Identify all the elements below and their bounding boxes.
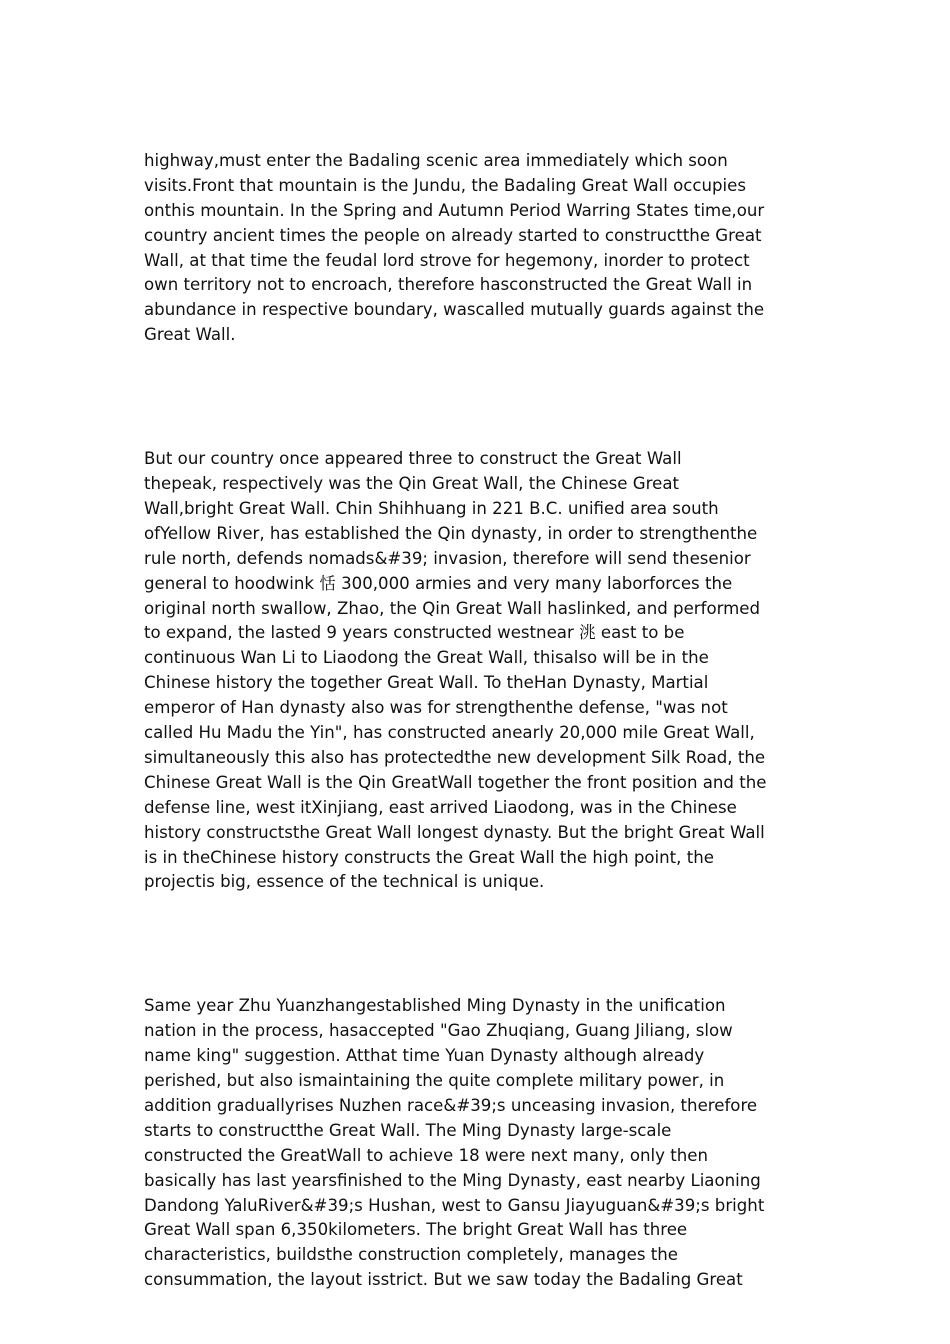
paragraph-2: But our country once appeared three to construct the Great Wall thepeak, respectively was the Qin Great Wall, the Chinese Great Wall,bright Great Wall. Chin Shihhuang in 221 B.C. unified area south ofYellow River, has established the Qin dynasty, in order to strengthenthe rule north, defends nomads&#39; invasion, therefore will send thesenior general to hoodwink 恬 300,000 armies and very many laborforces the original north swallow, Zhao, the Qin Great Wall haslinked, and performed to expand, the lasted 9 years constructed westnear 洮 east to be continuous Wan Li to Liaodong the Great Wall, thisalso will be in the Chinese history the together Great Wall. To theHan Dynasty, Martial emperor of Han dynasty also was for strengthenthe defense, "was not called Hu Madu the Yin", has constructed anearly 20,000 mile Great Wall, simultaneously this also has protectedthe new development Silk Road, the Chinese Great Wall is the Qin GreatWall together the front position and the defense line, west itXinjiang, east arrived Liaodong, was in the Chinese history constructsthe Great Wall longest dynasty. But the bright Great Wall is in theChinese history constructs the Great Wall the high point, the projectis big, essence of the technical is unique. <box>144 449 767 892</box>
paragraph-3: Same year Zhu Yuanzhangestablished Ming Dynasty in the unification nation in the process, hasaccepted "Gao Zhuqiang, Guang Jiliang, slow name king" suggestion. Atthat time Yuan Dynasty although already perished, but also ismaintaining the quite complete military power, in addition graduallyrises Nuzhen race&#39;s unceasing invasion, therefore starts to constructthe Great Wall. The Ming Dynasty large-scale constructed the GreatWall to achieve 18 were next many, only then basically has last yearsfinished to the Ming Dynasty, east nearby Liaoning Dandong YaluRiver&#39;s Hushan, west to Gansu Jiayuguan&#39;s bright Great Wall span 6,350kilometers. The bright Great Wall has three characteristics, buildsthe construction completely, manages the consummation, the layout isstrict. But we saw today the Badaling Great <box>144 996 765 1290</box>
document-page <box>144 124 816 1318</box>
paragraph-1: highway,must enter the Badaling scenic area immediately which soon visits.Front that mountain is the Jundu, the Badaling Great Wall occupies onthis mountain. In the Spring and Autumn Period Warring States time,our country ancient times the people on already started to constructthe Great Wall, at that time the feudal lord strove for hegemony, inorder to protect own territory not to encroach, therefore hasconstructed the Great Wall in abundance in respective boundary, wascalled mutually guards against the Great Wall. <box>144 150 765 345</box>
